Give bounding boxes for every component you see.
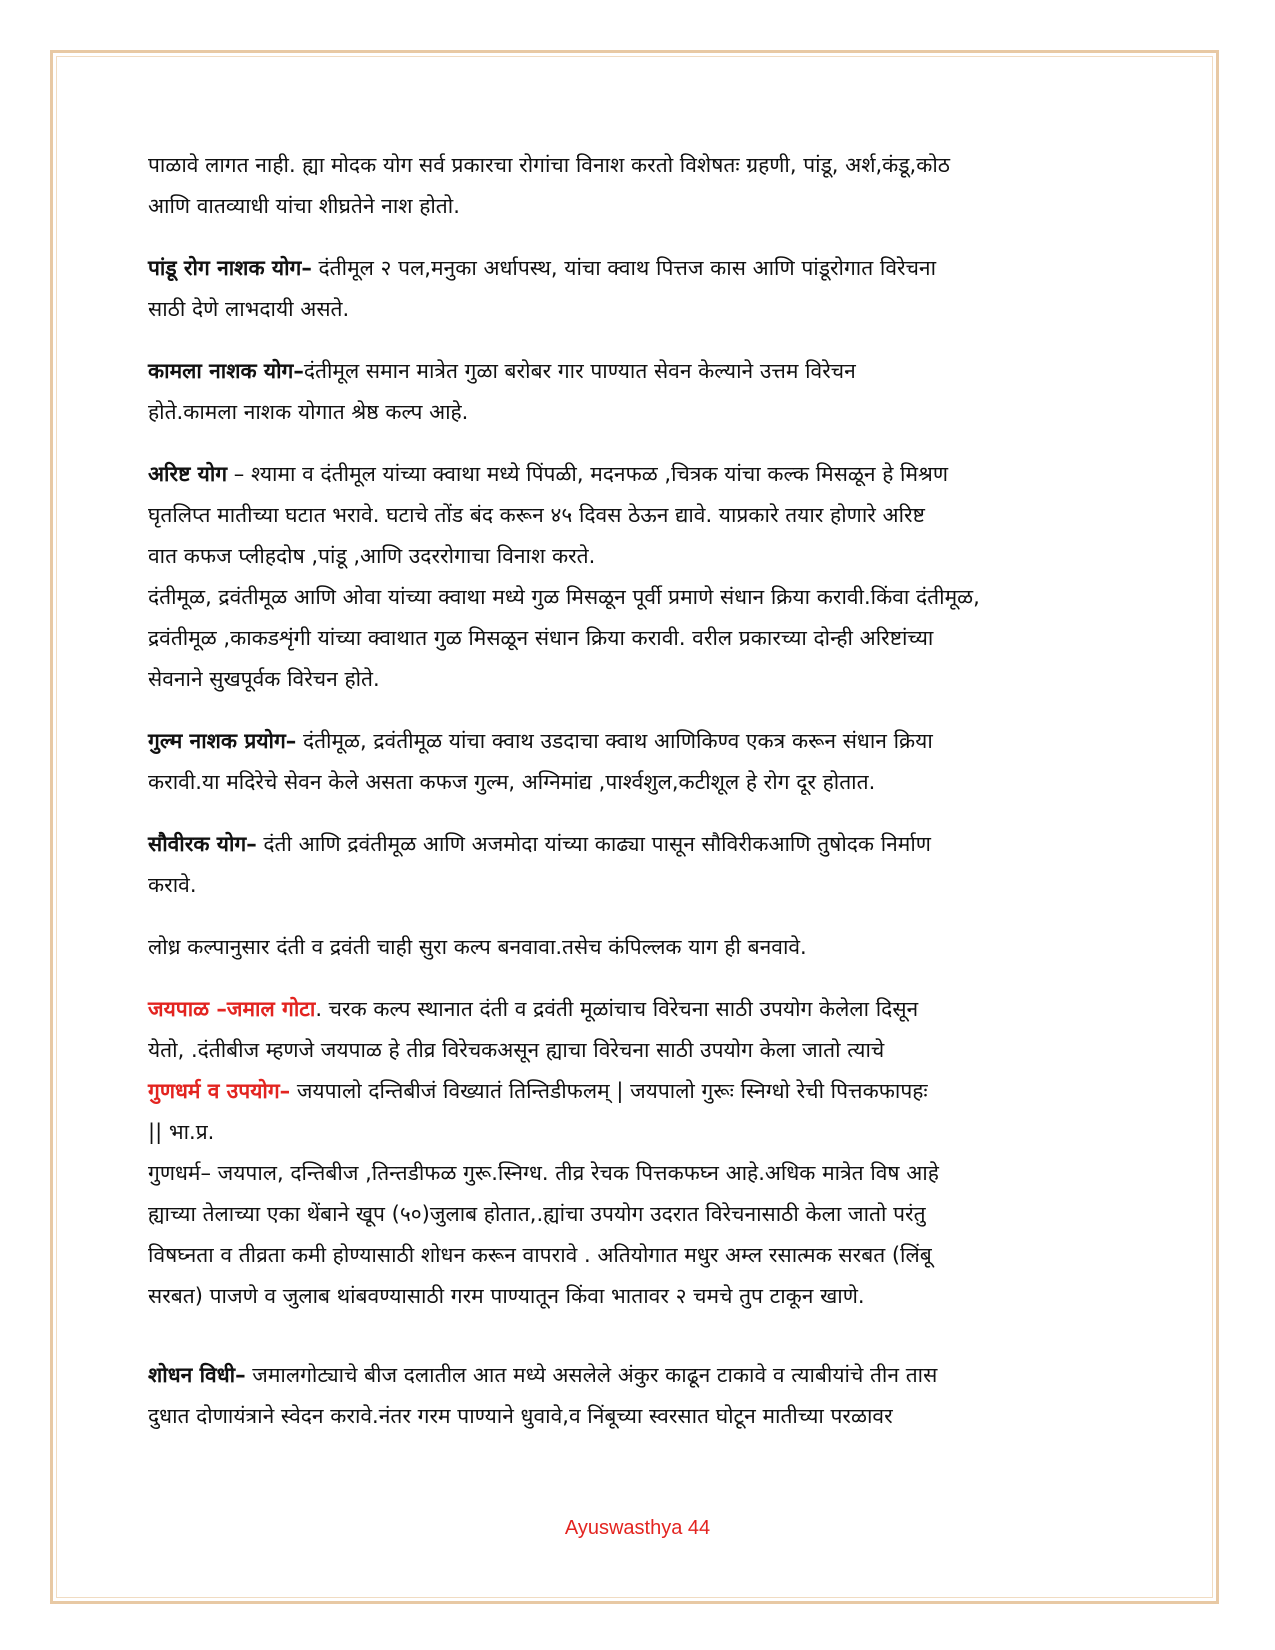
section-heading: शोधन विधी– [148,1363,246,1387]
text-line: पाळावे लागत नाही. ह्या मोदक योग सर्व प्रकारचा रोगांचा विनाश करतो विशेषतः ग्रहणी, पांडू, अर्श,कंडू,कोठ [148,153,950,177]
page-footer: Ayuswasthya 44 [564,1517,711,1539]
text-line: गुणधर्म– जयपाल, दन्तिबीज ,तिन्तडीफळ गुरू.स्निग्ध. तीव्र रेचक पित्तकफघ्न आहे.अधिक मात्रेत विष आहे [148,1161,939,1185]
text-line: दंतीमूल समान मात्रेत गुळा बरोबर गार पाण्यात सेवन केल्याने उत्तम विरेचन [303,359,856,383]
paragraph-jayapal [148,989,1133,1317]
paragraph-sauviraka-yog [148,824,1133,906]
text-line: सरबत) पाजणे व जुलाब थांबवण्यासाठी गरम पाण्यातून किंवा भातावर २ चमचे तुप टाकून खाणे. [148,1284,865,1308]
text-line: साठी देणे लाभदायी असते. [148,297,350,321]
text-line: विषघ्नता व तीव्रता कमी होण्यासाठी शोधन करून वापरावे . अतियोगात मधुर अम्ल रसात्मक सरबत (लिंबू [148,1243,932,1267]
section-heading-red: गुणधर्म व उपयोग– [148,1079,291,1103]
paragraph-shodhan-vidhi [148,1355,1133,1437]
text-line: घृतलिप्त मातीच्या घटात भरावे. घटाचे तोंड बंद करून ४५ दिवस ठेऊन द्यावे. याप्रकारे तयार होणारे अरिष्ट [148,503,925,527]
paragraph-arishta-yog [148,454,1133,700]
section-heading-red: जयपाळ –जमाल गोटा [148,997,316,1021]
text-line: करावी.या मदिरेचे सेवन केले असता कफज गुल्म, अग्निमांद्य ,पार्श्वशुल,कटीशूल हे रोग दूर होतात. [148,770,876,794]
text-line: दंती आणि द्रवंतीमूळ आणि अजमोदा यांच्या काढ्या पासून सौविरीकआणि तुषोदक निर्माण [256,832,931,856]
text-line: होते.कामला नाशक योगात श्रेष्ठ कल्प आहे. [148,400,469,424]
text-line: करावे. [148,873,197,897]
text-line: दुधात दोणायंत्राने स्वेदन करावे.नंतर गरम पाण्याने धुवावे,व निंबूच्या स्वरसात घोटून मातीच्या परळावर [148,1404,893,1428]
section-heading: गुल्म नाशक प्रयोग– [148,729,297,753]
text-line: येतो, .दंतीबीज म्हणजे जयपाळ हे तीव्र विरेचकअसून ह्याचा विरेचना साठी उपयोग केला जातो त्याचे [148,1038,885,1062]
text-line: जयपालो दन्तिबीजं विख्यातं तिन्तिडीफलम् | जयपालो गुरूः स्निग्धो रेची पित्तकफापहः [290,1079,928,1103]
text-line: दंतीमूळ, द्रवंतीमूळ आणि ओवा यांच्या क्वाथा मध्ये गुळ मिसळून पूर्वी प्रमाणे संधान क्रिया करावी.किंवा दंतीमूळ, [148,585,980,609]
section-heading: कामला नाशक योग– [148,359,304,383]
text-line: || भा.प्र. [148,1120,215,1144]
text-line: आणि वातव्याधी यांचा शीघ्रतेने नाश होतो. [148,194,460,218]
paragraph-gulma-prayog [148,721,1133,803]
text-line: वात कफज प्लीहदोष ,पांडू ,आणि उदररोगाचा विनाश करते. [148,544,596,568]
text-line: दंतीमूल २ पल,मनुका अर्धापस्थ, यांचा क्वाथ पित्तज कास आणि पांडूरोगात विरेचना [311,256,937,280]
text-line: ह्याच्या तेलाच्या एका थेंबाने खूप (५०)जुलाब होतात,.ह्यांचा उपयोग उदरात विरेचनासाठी केला जातो परंतु [148,1202,926,1226]
text-line: लोध्र कल्पानुसार दंती व द्रवंती चाही सुरा कल्प बनवावा.तसेच कंपिल्लक याग ही बनवावे. [148,935,807,959]
text-line: दंतीमूळ, द्रवंतीमूळ यांचा क्वाथ उडदाचा क्वाथ आणिकिण्व एकत्र करून संधान क्रिया [296,729,933,753]
text-line: – श्यामा व दंतीमूल यांच्या क्वाथा मध्ये पिंपळी, मदनफळ ,चित्रक यांचा कल्क मिसळून हे मिश्रण [227,462,949,486]
section-heading: पांडू रोग नाशक योग– [148,256,312,280]
text-line: . चरक कल्प स्थानात दंती व द्रवंती मूळांचाच विरेचना साठी उपयोग केलेला दिसून [315,997,919,1021]
paragraph-lodhra-kalpa [148,927,1133,968]
section-heading: अरिष्ट योग [148,462,228,486]
text-line: द्रवंतीमूळ ,काकडशृंगी यांच्या क्वाथात गुळ मिसळून संधान क्रिया करावी. वरील प्रकारच्या दोन्ही अरिष्टांच्या [148,626,934,650]
text-line: सेवनाने सुखपूर्वक विरेचन होते. [148,667,380,691]
paragraph-pandu-yog [148,248,1133,330]
page-body [148,145,1133,1437]
text-line: जमालगोट्याचे बीज दलातील आत मध्ये असलेले अंकुर काढून टाकावे व त्याबीयांचे तीन तास [245,1363,938,1387]
paragraph-intro [148,145,1133,227]
paragraph-kamala-yog [148,351,1133,433]
section-heading: सौवीरक योग– [148,832,257,856]
